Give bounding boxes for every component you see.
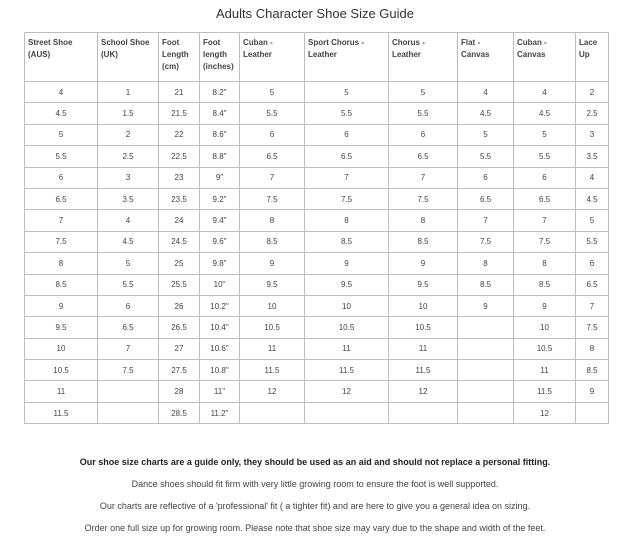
column-header: Lace Up [576, 33, 609, 82]
table-cell: 5.5 [25, 146, 98, 167]
table-cell: 7.5 [25, 231, 98, 252]
table-cell: 22 [159, 124, 200, 145]
table-cell: 11 [305, 338, 389, 359]
table-row [25, 402, 609, 423]
table-cell: 7 [389, 167, 458, 188]
table-cell: 21 [159, 82, 200, 103]
table-cell: 23 [159, 167, 200, 188]
table-cell: 5 [305, 82, 389, 103]
table-cell: 9 [389, 253, 458, 274]
table-cell: 8 [389, 210, 458, 231]
table-cell: 9.6" [200, 231, 240, 252]
table-cell: 9.5 [25, 317, 98, 338]
page-title: Adults Character Shoe Size Guide [216, 6, 414, 21]
table-row [25, 146, 609, 167]
table-cell: 26 [159, 295, 200, 316]
table-cell: 7.5 [576, 317, 609, 338]
table-cell: 6 [25, 167, 98, 188]
table-cell: 5 [240, 82, 305, 103]
table-cell: 6.5 [305, 146, 389, 167]
column-header: Cuban - Canvas [514, 33, 576, 82]
table-cell: 1.5 [98, 103, 159, 124]
table-body [25, 82, 609, 424]
table-cell: 10.6" [200, 338, 240, 359]
table-cell: 4.5 [458, 103, 514, 124]
table-cell: 11.2" [200, 402, 240, 423]
table-cell: 11 [389, 338, 458, 359]
table-cell: 22.5 [159, 146, 200, 167]
table-cell: 10.4" [200, 317, 240, 338]
table-cell: 6 [240, 124, 305, 145]
table-cell [458, 317, 514, 338]
table-row [25, 124, 609, 145]
table-cell: 5 [25, 124, 98, 145]
table-cell: 9.5 [305, 274, 389, 295]
table-cell: 7.5 [458, 231, 514, 252]
table-cell: 9.2" [200, 188, 240, 209]
table-cell: 8 [458, 253, 514, 274]
table-cell: 9.4" [200, 210, 240, 231]
table-cell: 8.5 [514, 274, 576, 295]
column-header: Foot Length (cm) [159, 33, 200, 82]
table-cell: 3 [98, 167, 159, 188]
table-cell: 11.5 [25, 402, 98, 423]
table-cell: 10.5 [389, 317, 458, 338]
table-cell: 26.5 [159, 317, 200, 338]
table-cell: 10.2" [200, 295, 240, 316]
table-row [25, 167, 609, 188]
table-cell: 11.5 [514, 381, 576, 402]
table-cell: 9 [305, 253, 389, 274]
table-header-row [25, 33, 609, 82]
table-cell [98, 402, 159, 423]
table-cell [98, 381, 159, 402]
table-cell: 2.5 [576, 103, 609, 124]
table-cell: 8.5 [25, 274, 98, 295]
disclaimer-text: Our shoe size charts are a guide only, they should be used as an aid and should not replace a personal fitting. [79, 457, 551, 467]
fit-note-text: Dance shoes should fit firm with very little growing room to ensure the foot is well supported. [131, 479, 499, 489]
table-cell: 10.5 [305, 317, 389, 338]
table-cell: 9" [200, 167, 240, 188]
table-cell: 4 [458, 82, 514, 103]
table-cell: 21.5 [159, 103, 200, 124]
table-cell: 7 [305, 167, 389, 188]
table-cell: 11 [240, 338, 305, 359]
table-cell: 5.5 [389, 103, 458, 124]
column-header: Flat - Canvas [458, 33, 514, 82]
table-cell: 10 [240, 295, 305, 316]
table-cell: 24.5 [159, 231, 200, 252]
table-cell: 5.5 [514, 146, 576, 167]
table-cell: 28 [159, 381, 200, 402]
table-cell [458, 360, 514, 381]
table-cell: 7 [25, 210, 98, 231]
table-row [25, 317, 609, 338]
column-header: Cuban - Leather [240, 33, 305, 82]
table-cell: 24 [159, 210, 200, 231]
table-cell: 8.5 [576, 360, 609, 381]
table-cell: 6.5 [458, 188, 514, 209]
table-cell: 7 [240, 167, 305, 188]
table-cell: 12 [514, 402, 576, 423]
table-cell: 3 [576, 124, 609, 145]
column-header: Street Shoe (AUS) [25, 33, 98, 82]
table-cell: 5.5 [576, 231, 609, 252]
table-cell: 10.5 [25, 360, 98, 381]
sizing-note-text: Our charts are reflective of a 'professional' fit ( a tighter fit) and are here to give you a general idea on sizing. [99, 501, 531, 511]
table-cell [305, 402, 389, 423]
table-cell [389, 402, 458, 423]
table-cell: 9.5 [240, 274, 305, 295]
table-cell: 5 [514, 124, 576, 145]
table-cell: 11" [200, 381, 240, 402]
table-cell: 5.5 [305, 103, 389, 124]
table-cell: 7 [576, 295, 609, 316]
table-cell: 25.5 [159, 274, 200, 295]
table-cell: 2 [576, 82, 609, 103]
table-cell: 6.5 [389, 146, 458, 167]
table-cell: 6 [98, 295, 159, 316]
table-cell: 12 [389, 381, 458, 402]
table-cell: 11 [514, 360, 576, 381]
size-guide-table [24, 32, 609, 424]
table-cell [458, 381, 514, 402]
table-cell: 4.5 [576, 188, 609, 209]
table-row [25, 253, 609, 274]
table-cell: 12 [305, 381, 389, 402]
table-cell: 9 [240, 253, 305, 274]
table-cell: 11.5 [389, 360, 458, 381]
table-cell: 4 [25, 82, 98, 103]
table-row [25, 231, 609, 252]
table-cell: 5 [389, 82, 458, 103]
table-cell: 4.5 [514, 103, 576, 124]
table-row [25, 360, 609, 381]
table-cell: 9.8" [200, 253, 240, 274]
table-cell: 23.5 [159, 188, 200, 209]
column-header: Chorus - Leather [389, 33, 458, 82]
table-cell: 9.5 [389, 274, 458, 295]
table-cell: 6 [389, 124, 458, 145]
table-cell: 4.5 [25, 103, 98, 124]
table-cell: 8 [305, 210, 389, 231]
table-cell: 9 [25, 295, 98, 316]
table-cell [458, 338, 514, 359]
table-cell: 8.4" [200, 103, 240, 124]
table-cell: 6 [458, 167, 514, 188]
table-cell: 9 [576, 381, 609, 402]
notes-section [0, 457, 630, 545]
table-cell: 10 [25, 338, 98, 359]
table-cell: 10 [305, 295, 389, 316]
table-row [25, 295, 609, 316]
table-cell: 4 [576, 167, 609, 188]
table-cell: 11.5 [305, 360, 389, 381]
table-cell: 2.5 [98, 146, 159, 167]
table-cell: 7.5 [305, 188, 389, 209]
table-row [25, 274, 609, 295]
table-cell: 6.5 [25, 188, 98, 209]
table-cell: 7 [514, 210, 576, 231]
table-cell: 9 [514, 295, 576, 316]
table-cell: 6 [305, 124, 389, 145]
table-cell: 6 [576, 253, 609, 274]
table-cell: 11 [25, 381, 98, 402]
table-cell: 2 [98, 124, 159, 145]
growing-room-note-text: Order one full size up for growing room. Please note that shoe size may vary due to the shape and width of the feet. [84, 523, 546, 533]
table-cell: 3.5 [98, 188, 159, 209]
table-cell: 8.5 [389, 231, 458, 252]
table-row [25, 82, 609, 103]
table-cell: 8.5 [240, 231, 305, 252]
table-cell: 27.5 [159, 360, 200, 381]
column-header: Sport Chorus - Leather [305, 33, 389, 82]
table-cell: 7.5 [389, 188, 458, 209]
table-cell: 27 [159, 338, 200, 359]
table-cell [458, 402, 514, 423]
column-header: School Shoe (UK) [98, 33, 159, 82]
column-header: Foot length (inches) [200, 33, 240, 82]
table-cell: 4.5 [98, 231, 159, 252]
table-cell: 8.8" [200, 146, 240, 167]
table-cell: 4 [514, 82, 576, 103]
table-cell [240, 402, 305, 423]
table-cell: 10.5 [514, 338, 576, 359]
table-cell: 10.5 [240, 317, 305, 338]
table-cell: 8 [514, 253, 576, 274]
table-cell: 9 [458, 295, 514, 316]
table-cell: 25 [159, 253, 200, 274]
table-cell: 6.5 [98, 317, 159, 338]
table-cell: 5 [576, 210, 609, 231]
table-cell: 12 [240, 381, 305, 402]
table-cell: 8.5 [458, 274, 514, 295]
table-cell: 8.6" [200, 124, 240, 145]
table-cell: 5.5 [458, 146, 514, 167]
table-cell: 8 [576, 338, 609, 359]
table-cell: 8.5 [305, 231, 389, 252]
table-cell: 7.5 [514, 231, 576, 252]
table-cell: 8 [240, 210, 305, 231]
table-cell: 10 [514, 317, 576, 338]
table-cell: 6 [514, 167, 576, 188]
table-cell: 7.5 [98, 360, 159, 381]
table-cell: 5 [98, 253, 159, 274]
table-cell: 6.5 [240, 146, 305, 167]
table-cell: 6.5 [576, 274, 609, 295]
table-cell: 5 [458, 124, 514, 145]
table-cell: 7 [458, 210, 514, 231]
table-cell: 10 [389, 295, 458, 316]
table-cell [576, 402, 609, 423]
table-cell: 5.5 [98, 274, 159, 295]
table-cell: 8 [25, 253, 98, 274]
table-cell: 28.5 [159, 402, 200, 423]
table-cell: 10" [200, 274, 240, 295]
table-row [25, 210, 609, 231]
table-cell: 3.5 [576, 146, 609, 167]
table-cell: 8.2" [200, 82, 240, 103]
table-cell: 10.8" [200, 360, 240, 381]
table-cell: 6.5 [514, 188, 576, 209]
table-cell: 7 [98, 338, 159, 359]
table-row [25, 188, 609, 209]
table-row [25, 103, 609, 124]
table-cell: 1 [98, 82, 159, 103]
table-cell: 4 [98, 210, 159, 231]
table-cell: 11.5 [240, 360, 305, 381]
table-cell: 7.5 [240, 188, 305, 209]
table-row [25, 381, 609, 402]
table-cell: 5.5 [240, 103, 305, 124]
table-row [25, 338, 609, 359]
